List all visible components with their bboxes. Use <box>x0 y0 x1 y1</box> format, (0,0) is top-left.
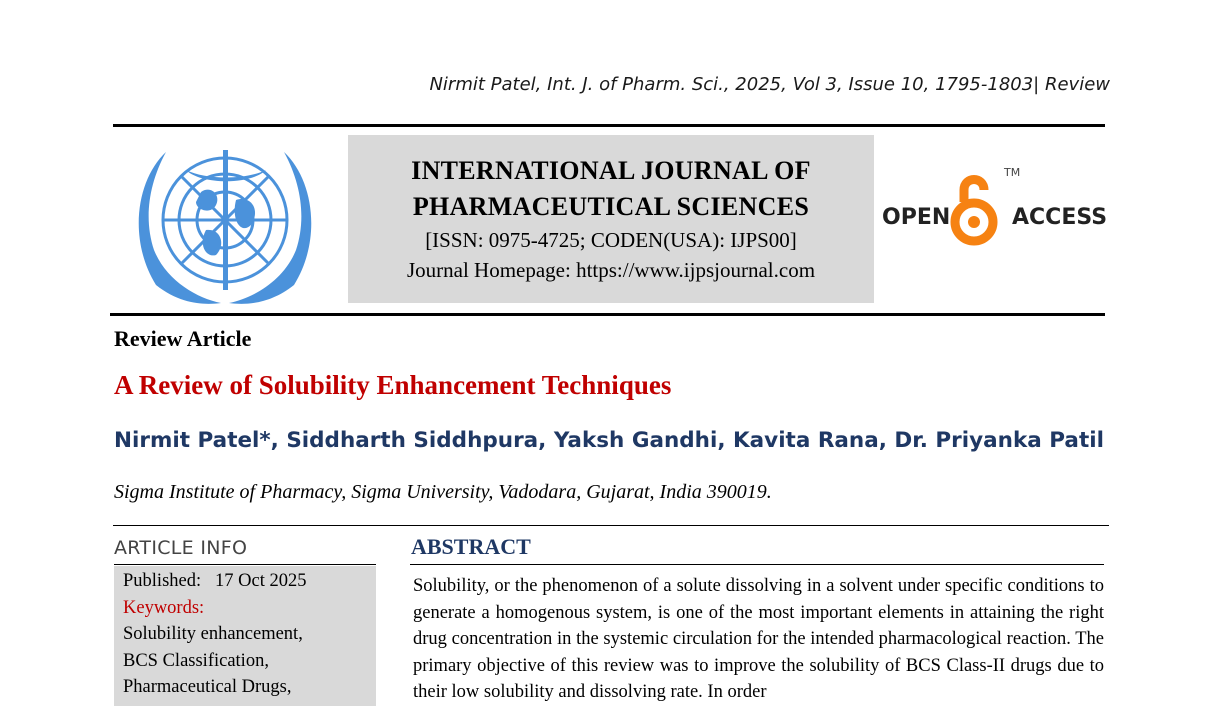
journal-title: INTERNATIONAL JOURNAL OF PHARMACEUTICAL SCIENCES <box>411 156 811 221</box>
open-access-tm-text: TM <box>1004 168 1021 179</box>
published-date: 17 Oct 2025 <box>215 571 307 591</box>
keyword-item: Solubility enhancement, <box>123 624 303 644</box>
header-rule-top <box>113 124 1105 127</box>
abstract-text: Solubility, or the phenomenon of a solute dissolving in a solvent under specific conditions to generate a homogenous system, is one of the most important elements in attaining the right drug concentration in the systemic circulation for the intended pharmacological reaction. The primary objective of this review was to improve the solubility of BCS Class-II drugs due to their low solubility and dissolving rate. In order <box>413 576 1104 702</box>
article-title: A Review of Solubility Enhancement Techniques <box>114 370 672 400</box>
section-divider <box>113 525 1109 526</box>
journal-issn: [ISSN: 0975-4725; CODEN(USA): IJPS00] <box>425 228 797 252</box>
article-info-box <box>114 566 376 706</box>
published-row <box>123 568 306 595</box>
journal-emblem-icon <box>126 140 324 306</box>
journal-homepage: Journal Homepage: https://www.ijpsjournal.com <box>406 258 816 282</box>
open-access-icon <box>880 168 1110 252</box>
keywords-label: Keywords: <box>123 597 205 618</box>
affiliation: Sigma Institute of Pharmacy, Sigma University, Vadodara, Gujarat, India 390019. <box>114 481 772 503</box>
abstract-heading: ABSTRACT <box>411 534 531 559</box>
keyword-item: BCS Classification, <box>123 650 269 671</box>
article-info-rule <box>114 564 376 565</box>
article-info-heading: ARTICLE INFO <box>114 537 248 559</box>
header-rule-bottom <box>110 313 1105 316</box>
journal-masthead <box>348 135 874 303</box>
open-access-open-text: OPEN <box>882 205 951 230</box>
abstract-rule <box>410 564 1104 565</box>
author-list: Nirmit Patel*, Siddharth Siddhpura, Yaksh Gandhi, Kavita Rana, Dr. Priyanka Patil <box>114 428 1104 453</box>
published-label: Published: <box>123 571 202 591</box>
keyword-item: Pharmaceutical Drugs, <box>123 677 292 697</box>
running-head: Nirmit Patel, Int. J. of Pharm. Sci., 2025, Vol 3, Issue 10, 1795-1803| Review <box>429 74 1110 95</box>
article-type: Review Article <box>114 326 252 351</box>
open-access-access-text: ACCESS <box>1012 205 1108 230</box>
